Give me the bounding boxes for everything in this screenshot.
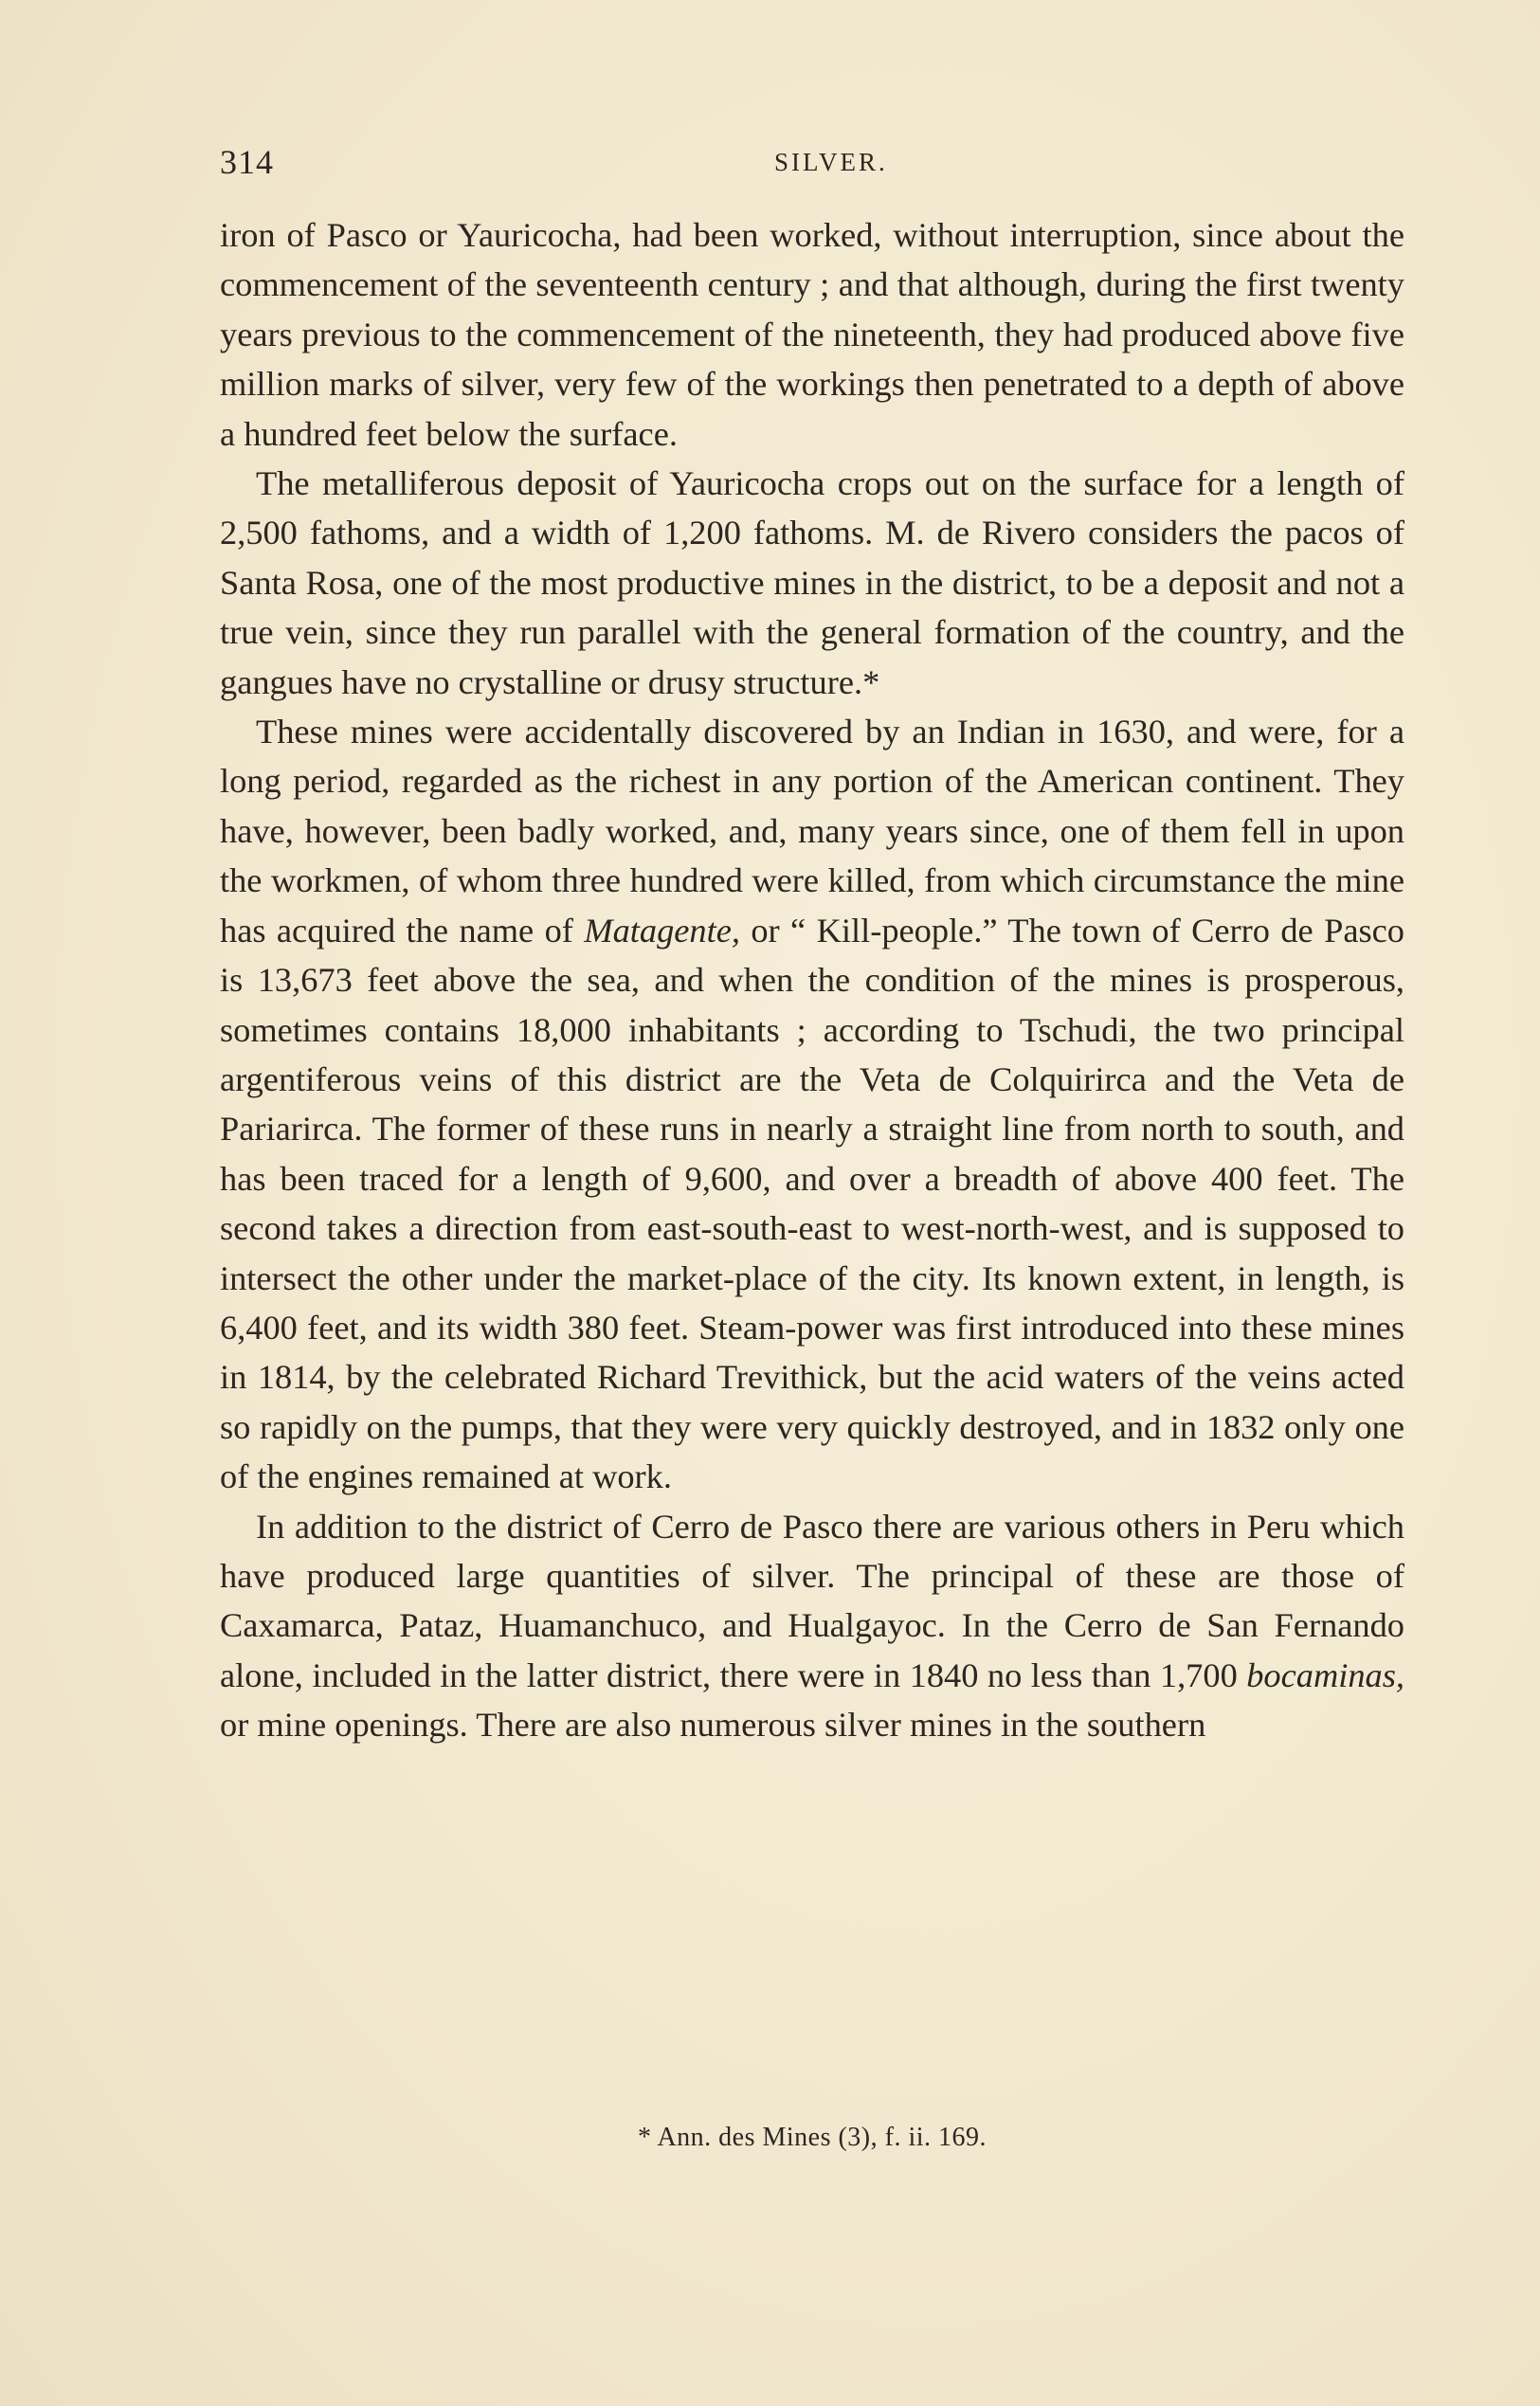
page-number: 314 bbox=[220, 143, 274, 181]
paragraph bbox=[220, 210, 1404, 459]
body-text bbox=[220, 210, 1404, 1750]
paragraph-text: In addition to the district of Cerro de Pasco there are various others in Peru which have produced large quantities of silver. The principal of these are those of Caxamarca, Pataz, Huamanchuco, and Hualgayoc. In the Cerro de San Fernando alone, included in the latter district, there were in 1840 no less than 1,700 bbox=[220, 1507, 1404, 1694]
running-title: SILVER. bbox=[774, 148, 888, 176]
paragraph-text: or mine openings. There are also numerous silver mines in the southern bbox=[220, 1706, 1206, 1745]
paragraph bbox=[220, 459, 1404, 707]
paragraph bbox=[220, 707, 1404, 1502]
paragraph-text: or “ Kill-people.” The town of Cerro de Pasco is 13,673 feet above the sea, and when the condition of the mines is prosperous, sometimes contains 18,000 inhabitants ; according to Tschudi, the two principal argentiferous veins of this district are the Veta de Colquirirca and the Veta de Pariarirca. The former of these runs in nearly a straight line from north to south, and has been traced for a length of 9,600, and over a breadth of above 400 feet. The second takes a direction from east-south-east to west-north-west, and is supposed to intersect the other under the market-place of the city. Its known extent, in length, is 6,400 feet, and its width 380 feet. Steam-power was first introduced into these mines in 1814, by the celebrated Richard Trevithick, but the acid waters of the veins acted so rapidly on the pumps, that they were very quickly destroyed, and in 1832 only one of the engines remained at work. bbox=[220, 911, 1404, 1496]
footnote: * Ann. des Mines (3), f. ii. 169. bbox=[637, 2123, 987, 2152]
paragraph-text: iron of Pasco or Yauricocha, had been worked, without interruption, since about the commencement of the seventeenth century ; and that although, during the first twenty years previous to the commencement of the nineteenth, they had produced above five million marks of silver, very few of the workings then penetrated to a depth of above a hundred feet below the surface. bbox=[220, 216, 1404, 453]
italic-term: bocaminas, bbox=[1246, 1655, 1404, 1694]
paragraph-text: These mines were accidentally discovered by an Indian in 1630, and were, for a long period, regarded as the richest in any portion of the American continent. They have, however, been badly worked, and, many years since, one of them fell in upon the workmen, of whom three hundred were killed, from which circumstance the mine has acquired the name of bbox=[220, 713, 1404, 950]
italic-term: Matagente, bbox=[584, 911, 740, 950]
paragraph bbox=[220, 1502, 1404, 1750]
running-head bbox=[220, 142, 1404, 190]
paragraph-text: The metalliferous deposit of Yauricocha crops out on the surface for a length of 2,500 fathoms, and a width of 1,200 fathoms. M. de Rivero considers the pacos of Santa Rosa, one of the most productive mines in the district, to be a deposit and not a true vein, since they run parallel with the general formation of the country, and the gangues have no crystalline or drusy structure.* bbox=[220, 464, 1404, 701]
